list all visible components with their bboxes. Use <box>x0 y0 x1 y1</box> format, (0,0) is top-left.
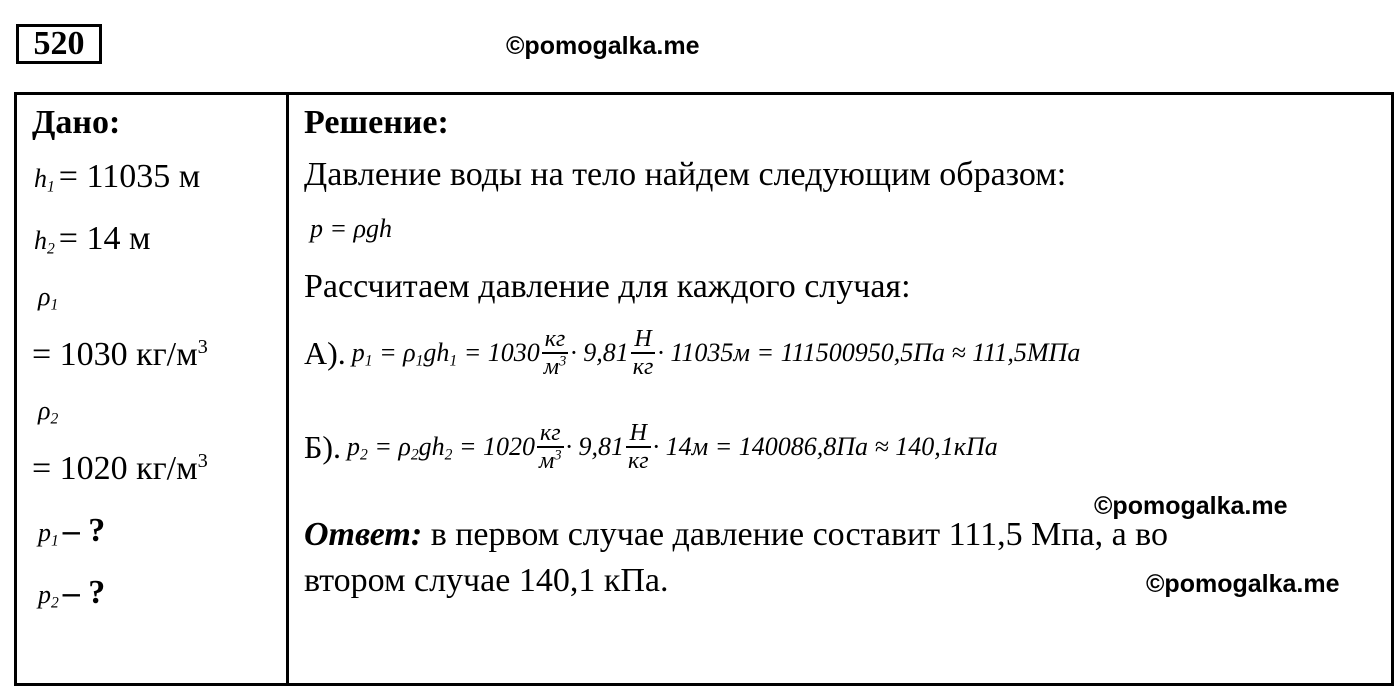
given-rho1-symbol: $\rho_1$ <box>38 282 59 314</box>
given-rho2-value: = 1020 $кг/м^3$ <box>32 449 208 487</box>
fraction-kg-per-m3: $\frac{кг}{м^3}$ <box>539 420 562 474</box>
watermark-middle: ©pomogalka.me <box>1094 492 1288 520</box>
given-h2: $h_2 = 14$ м <box>34 220 151 258</box>
given-header: Дано: <box>32 104 121 141</box>
given-h1: $h_1 = 11035$ м <box>34 158 201 196</box>
solution-header: Решение: <box>304 104 449 141</box>
fraction-n-per-kg: $\frac{Н}{кг}$ <box>632 326 654 380</box>
given-rho2-symbol: $\rho_2$ <box>38 396 59 428</box>
fraction-kg-per-m3: $\frac{кг}{м^3}$ <box>543 326 567 380</box>
watermark-top: ©pomogalka.me <box>506 32 700 60</box>
find-p1: $p_1$ – ? <box>38 512 106 550</box>
column-divider <box>286 92 289 686</box>
problem-number: 520 <box>16 24 102 64</box>
answer-line-2: втором случае 140,1 кПа. <box>304 562 669 599</box>
watermark-bottom: ©pomogalka.me <box>1146 570 1340 598</box>
fraction-n-per-kg: $\frac{Н}{кг}$ <box>628 420 649 474</box>
calc-case-a: А). $p_1$ = $\rho_1gh_1$ = 1030 $\frac{кг}{м^3}$ · 9,81 $\frac{Н}{кг}$ · 11035м = 111500950,5Па ≈ 111,5МПа <box>304 326 1081 380</box>
given-rho1-value: = 1030 $кг/м^3$ <box>32 335 208 373</box>
calc-intro: Рассчитаем давление для каждого случая: <box>304 268 911 305</box>
find-p2: $p_2$ – ? <box>38 574 106 612</box>
calc-case-b: Б). $p_2$ = $\rho_2gh_2$ = 1020 $\frac{кг}{м^3}$ · 9,81 $\frac{Н}{кг}$ · 14м = 140086,8Па ≈ 140,1кПа <box>304 420 998 474</box>
pressure-formula: p = ρgh <box>310 214 393 243</box>
answer-line-1: Ответ: в первом случае давление составит 111,5 Мпа, а во <box>304 516 1168 553</box>
solution-intro: Давление воды на тело найдем следующим образом: <box>304 156 1067 193</box>
